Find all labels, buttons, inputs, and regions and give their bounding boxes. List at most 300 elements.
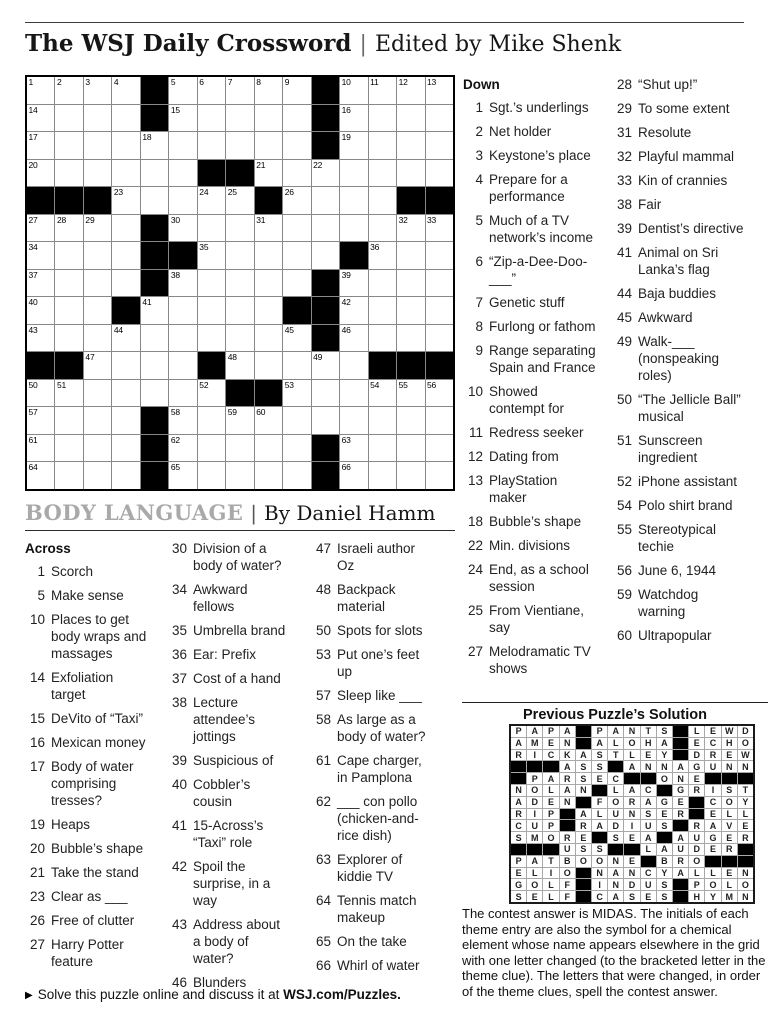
grid-cell-number: 2: [56, 77, 62, 87]
grid-cell[interactable]: [112, 242, 139, 269]
solution-letter-cell: U: [560, 844, 575, 855]
grid-cell[interactable]: [27, 132, 54, 159]
grid-cell[interactable]: [198, 187, 225, 214]
grid-cell[interactable]: [426, 105, 453, 132]
grid-cell[interactable]: [283, 325, 310, 352]
grid-cell[interactable]: [169, 105, 196, 132]
solution-letter-cell: R: [511, 750, 526, 761]
grid-cell[interactable]: [369, 297, 396, 324]
grid-cell[interactable]: [169, 270, 196, 297]
grid-cell[interactable]: [141, 160, 168, 187]
grid-cell[interactable]: [198, 270, 225, 297]
grid-cell[interactable]: [198, 77, 225, 104]
clue-number: 47: [315, 541, 331, 556]
grid-cell[interactable]: [55, 270, 82, 297]
grid-cell[interactable]: [426, 407, 453, 434]
grid-cell[interactable]: [283, 270, 310, 297]
grid-cell-number: 65: [170, 462, 180, 473]
grid-cell[interactable]: [283, 435, 310, 462]
grid-cell[interactable]: [312, 215, 339, 242]
solution-letter-cell: A: [673, 832, 688, 843]
grid-black-square: [55, 352, 82, 379]
grid-cell[interactable]: [55, 77, 82, 104]
grid-cell[interactable]: [369, 380, 396, 407]
grid-cell[interactable]: [226, 297, 253, 324]
grid-cell-number: 29: [85, 214, 95, 225]
clue-text: Sleep like ___: [337, 688, 422, 703]
solution-black-square: [543, 844, 558, 855]
grid-cell[interactable]: [141, 297, 168, 324]
grid-cell[interactable]: [426, 435, 453, 462]
grid-cell[interactable]: [340, 407, 367, 434]
solution-letter-cell: N: [738, 761, 753, 772]
grid-cell[interactable]: [169, 352, 196, 379]
solution-letter-cell: L: [543, 785, 558, 796]
grid-cell[interactable]: [397, 242, 424, 269]
grid-cell[interactable]: [169, 435, 196, 462]
grid-cell[interactable]: [27, 77, 54, 104]
grid-cell[interactable]: [141, 132, 168, 159]
grid-cell[interactable]: [426, 132, 453, 159]
grid-cell[interactable]: [340, 132, 367, 159]
clue-item: [25, 816, 151, 833]
grid-cell[interactable]: [312, 380, 339, 407]
grid-cell-number: 13: [427, 77, 437, 87]
clue-item: [463, 212, 596, 246]
grid-cell[interactable]: [397, 325, 424, 352]
grid-cell[interactable]: [312, 352, 339, 379]
grid-cell[interactable]: [397, 215, 424, 242]
grid-cell[interactable]: [340, 325, 367, 352]
clue-text: Umbrella brand: [193, 623, 286, 638]
grid-cell[interactable]: [397, 77, 424, 104]
grid-cell[interactable]: [27, 325, 54, 352]
grid-cell[interactable]: [426, 160, 453, 187]
clue-number: 5: [475, 213, 483, 228]
grid-cell[interactable]: [27, 380, 54, 407]
grid-cell[interactable]: [340, 435, 367, 462]
grid-cell[interactable]: [198, 132, 225, 159]
solution-letter-cell: E: [543, 797, 558, 808]
grid-cell[interactable]: [312, 242, 339, 269]
grid-cell[interactable]: [312, 187, 339, 214]
grid-cell[interactable]: [169, 77, 196, 104]
grid-cell[interactable]: [255, 270, 282, 297]
grid-cell[interactable]: [340, 297, 367, 324]
clue-item: [25, 563, 151, 580]
solution-black-square: [576, 726, 591, 737]
grid-cell[interactable]: [198, 297, 225, 324]
grid-cell[interactable]: [283, 215, 310, 242]
grid-cell[interactable]: [283, 242, 310, 269]
grid-cell[interactable]: [55, 407, 82, 434]
solution-letter-cell: N: [624, 809, 639, 820]
grid-cell[interactable]: [226, 77, 253, 104]
grid-cell[interactable]: [84, 407, 111, 434]
grid-cell[interactable]: [426, 462, 453, 489]
clue-number: 45: [616, 310, 632, 325]
grid-cell[interactable]: [397, 132, 424, 159]
grid-cell[interactable]: [226, 215, 253, 242]
grid-cell[interactable]: [198, 380, 225, 407]
grid-cell[interactable]: [369, 270, 396, 297]
grid-cell[interactable]: [169, 187, 196, 214]
clue-number: 49: [616, 334, 632, 349]
clue-text: Polo shirt brand: [638, 498, 733, 513]
clue-number: 59: [616, 587, 632, 602]
grid-cell-number: 8: [256, 77, 261, 87]
grid-cell[interactable]: [255, 132, 282, 159]
grid-cell[interactable]: [340, 187, 367, 214]
grid-cell[interactable]: [369, 105, 396, 132]
solution-letter-cell: A: [657, 738, 672, 749]
grid-cell[interactable]: [169, 407, 196, 434]
grid-cell[interactable]: [283, 132, 310, 159]
grid-cell[interactable]: [226, 105, 253, 132]
solution-letter-cell: A: [592, 738, 607, 749]
grid-cell[interactable]: [84, 352, 111, 379]
clue-item: [311, 687, 435, 704]
grid-cell-number: 36: [370, 242, 380, 253]
grid-cell[interactable]: [169, 160, 196, 187]
clue-text: Redress seeker: [489, 425, 584, 440]
clue-number: 22: [467, 538, 483, 553]
clue-text: On the take: [337, 934, 407, 949]
grid-cell[interactable]: [27, 297, 54, 324]
grid-cell[interactable]: [169, 462, 196, 489]
solution-letter-cell: S: [576, 773, 591, 784]
grid-cell[interactable]: [369, 325, 396, 352]
grid-cell[interactable]: [369, 435, 396, 462]
grid-cell[interactable]: [312, 407, 339, 434]
grid-cell[interactable]: [426, 215, 453, 242]
solution-black-square: [673, 879, 688, 890]
grid-cell[interactable]: [84, 325, 111, 352]
grid-cell[interactable]: [27, 242, 54, 269]
grid-cell[interactable]: [112, 132, 139, 159]
solution-letter-cell: N: [592, 868, 607, 879]
grid-cell[interactable]: [27, 160, 54, 187]
clue-number: 27: [467, 644, 483, 659]
clue-number: 3: [475, 148, 483, 163]
grid-cell[interactable]: [340, 105, 367, 132]
solution-letter-cell: G: [673, 785, 688, 796]
grid-cell[interactable]: [169, 380, 196, 407]
grid-cell[interactable]: [198, 435, 225, 462]
grid-cell[interactable]: [340, 352, 367, 379]
solution-letter-cell: P: [511, 856, 526, 867]
clue-item: [167, 776, 290, 810]
grid-cell[interactable]: [340, 462, 367, 489]
solution-letter-cell: F: [592, 797, 607, 808]
grid-cell[interactable]: [283, 352, 310, 379]
grid-cell[interactable]: [112, 380, 139, 407]
grid-cell[interactable]: [27, 462, 54, 489]
solution-letter-cell: D: [608, 820, 623, 831]
grid-cell[interactable]: [255, 462, 282, 489]
grid-cell[interactable]: [397, 462, 424, 489]
down-heading: Down: [463, 77, 500, 92]
clue-item: [311, 752, 435, 786]
grid-cell[interactable]: [283, 105, 310, 132]
grid-cell[interactable]: [84, 380, 111, 407]
triangle-bullet-icon: ▶: [25, 990, 33, 1001]
grid-cell-number: 17: [28, 132, 38, 143]
grid-cell[interactable]: [141, 352, 168, 379]
solution-letter-cell: O: [738, 738, 753, 749]
solution-letter-cell: A: [576, 809, 591, 820]
grid-cell[interactable]: [369, 242, 396, 269]
clue-number: 34: [171, 582, 187, 597]
grid-cell-number: 56: [427, 379, 437, 390]
grid-cell[interactable]: [255, 77, 282, 104]
grid-cell[interactable]: [283, 462, 310, 489]
grid-cell[interactable]: [426, 297, 453, 324]
solution-letter-cell: U: [641, 879, 656, 890]
grid-cell[interactable]: [369, 187, 396, 214]
grid-cell[interactable]: [226, 132, 253, 159]
grid-black-square: [255, 187, 282, 214]
grid-cell[interactable]: [283, 77, 310, 104]
grid-cell[interactable]: [27, 270, 54, 297]
grid-cell[interactable]: [112, 462, 139, 489]
grid-cell[interactable]: [112, 435, 139, 462]
grid-cell[interactable]: [198, 407, 225, 434]
grid-cell[interactable]: [169, 297, 196, 324]
grid-cell[interactable]: [369, 215, 396, 242]
grid-cell[interactable]: [426, 77, 453, 104]
grid-cell[interactable]: [198, 242, 225, 269]
grid-cell-number: 45: [284, 324, 294, 335]
grid-cell[interactable]: [255, 352, 282, 379]
grid-cell[interactable]: [397, 105, 424, 132]
clue-item: [612, 586, 745, 620]
clue-item: [167, 817, 290, 851]
grid-cell[interactable]: [426, 380, 453, 407]
clue-text: Watchdog warning: [638, 587, 699, 619]
clue-number: 1: [37, 564, 45, 579]
grid-cell[interactable]: [84, 215, 111, 242]
grid-cell[interactable]: [397, 380, 424, 407]
grid-cell[interactable]: [141, 325, 168, 352]
grid-cell[interactable]: [112, 215, 139, 242]
grid-cell[interactable]: [198, 325, 225, 352]
grid-cell[interactable]: [255, 242, 282, 269]
grid-cell[interactable]: [27, 435, 54, 462]
solution-letter-cell: C: [641, 785, 656, 796]
grid-cell[interactable]: [84, 270, 111, 297]
grid-cell[interactable]: [340, 215, 367, 242]
solution-letter-cell: N: [624, 868, 639, 879]
clue-number: 20: [29, 841, 45, 856]
clue-number: 54: [616, 498, 632, 513]
solution-letter-cell: P: [689, 879, 704, 890]
grid-cell[interactable]: [226, 435, 253, 462]
solution-letter-cell: E: [722, 868, 737, 879]
solution-letter-cell: N: [722, 761, 737, 772]
grid-cell[interactable]: [169, 215, 196, 242]
grid-cell[interactable]: [369, 407, 396, 434]
wsj-puzzles-link[interactable]: WSJ.com/Puzzles.: [283, 987, 401, 1002]
solution-letter-cell: A: [705, 820, 720, 831]
grid-cell[interactable]: [397, 435, 424, 462]
clue-number: 10: [467, 384, 483, 399]
grid-cell[interactable]: [84, 462, 111, 489]
grid-cell[interactable]: [369, 462, 396, 489]
grid-cell[interactable]: [141, 380, 168, 407]
clue-item: [167, 916, 290, 967]
clue-text: End, as a school session: [489, 562, 589, 594]
clue-text: Dentist’s directive: [638, 221, 744, 236]
grid-cell[interactable]: [369, 77, 396, 104]
solution-letter-cell: E: [511, 868, 526, 879]
solution-letter-cell: L: [592, 809, 607, 820]
grid-cell[interactable]: [27, 215, 54, 242]
clue-text: Prepare for a performance: [489, 172, 568, 204]
grid-cell[interactable]: [340, 380, 367, 407]
solution-letter-cell: L: [527, 868, 542, 879]
grid-cell[interactable]: [84, 435, 111, 462]
grid-cell[interactable]: [55, 435, 82, 462]
grid-cell[interactable]: [27, 105, 54, 132]
clue-text: Israeli author Oz: [337, 541, 416, 573]
grid-cell[interactable]: [426, 325, 453, 352]
solution-letter-cell: Y: [657, 868, 672, 879]
grid-cell[interactable]: [312, 160, 339, 187]
grid-cell[interactable]: [283, 407, 310, 434]
grid-cell[interactable]: [84, 242, 111, 269]
solution-letter-cell: C: [705, 797, 720, 808]
grid-cell[interactable]: [84, 297, 111, 324]
solution-letter-cell: A: [592, 820, 607, 831]
grid-cell[interactable]: [55, 325, 82, 352]
solution-letter-cell: R: [705, 750, 720, 761]
grid-cell[interactable]: [198, 462, 225, 489]
grid-cell[interactable]: [255, 160, 282, 187]
grid-cell[interactable]: [55, 380, 82, 407]
grid-cell[interactable]: [112, 187, 139, 214]
grid-cell-number: 11: [370, 77, 379, 87]
grid-cell[interactable]: [226, 270, 253, 297]
grid-cell[interactable]: [369, 132, 396, 159]
grid-cell[interactable]: [426, 270, 453, 297]
grid-cell[interactable]: [112, 160, 139, 187]
grid-cell[interactable]: [55, 215, 82, 242]
grid-cell[interactable]: [255, 435, 282, 462]
clue-item: [463, 602, 596, 636]
grid-cell[interactable]: [55, 132, 82, 159]
solution-letter-cell: U: [608, 809, 623, 820]
grid-cell[interactable]: [226, 187, 253, 214]
grid-cell[interactable]: [198, 105, 225, 132]
grid-cell[interactable]: [55, 160, 82, 187]
grid-cell[interactable]: [141, 187, 168, 214]
grid-cell[interactable]: [397, 270, 424, 297]
grid-cell[interactable]: [255, 105, 282, 132]
solution-letter-cell: D: [689, 844, 704, 855]
grid-cell[interactable]: [283, 380, 310, 407]
grid-cell[interactable]: [340, 160, 367, 187]
solution-letter-cell: P: [527, 773, 542, 784]
grid-cell[interactable]: [226, 407, 253, 434]
grid-cell[interactable]: [112, 325, 139, 352]
grid-cell[interactable]: [112, 352, 139, 379]
grid-cell[interactable]: [84, 105, 111, 132]
grid-cell[interactable]: [169, 325, 196, 352]
grid-cell[interactable]: [397, 297, 424, 324]
solution-black-square: [624, 844, 639, 855]
grid-cell[interactable]: [55, 242, 82, 269]
clue-item: [612, 285, 745, 302]
grid-cell-number: 19: [341, 132, 351, 143]
grid-cell[interactable]: [255, 407, 282, 434]
grid-cell[interactable]: [397, 160, 424, 187]
clue-item: [311, 793, 435, 844]
grid-cell[interactable]: [369, 160, 396, 187]
clue-number: 8: [475, 319, 483, 334]
grid-cell[interactable]: [255, 215, 282, 242]
grid-cell[interactable]: [255, 325, 282, 352]
across-heading: Across: [25, 541, 71, 556]
clue-number: 5: [37, 588, 45, 603]
grid-cell[interactable]: [112, 105, 139, 132]
footer: [25, 987, 401, 1002]
grid-cell[interactable]: [55, 462, 82, 489]
grid-cell[interactable]: [226, 462, 253, 489]
grid-cell-number: 64: [28, 462, 38, 473]
grid-cell[interactable]: [55, 105, 82, 132]
grid-cell[interactable]: [340, 270, 367, 297]
crossword-grid: [25, 75, 455, 491]
grid-cell[interactable]: [226, 352, 253, 379]
clue-item: [167, 581, 290, 615]
solution-letter-cell: A: [608, 868, 623, 879]
grid-cell[interactable]: [84, 77, 111, 104]
solution-letter-cell: S: [592, 844, 607, 855]
grid-cell[interactable]: [397, 407, 424, 434]
solution-letter-cell: O: [738, 879, 753, 890]
grid-cell[interactable]: [255, 297, 282, 324]
grid-cell[interactable]: [426, 242, 453, 269]
clue-text: From Vientiane, say: [489, 603, 585, 635]
grid-black-square: [397, 187, 424, 214]
grid-cell[interactable]: [283, 187, 310, 214]
grid-cell-number: 62: [170, 434, 180, 445]
grid-cell[interactable]: [112, 77, 139, 104]
grid-black-square: [141, 242, 168, 269]
solution-letter-cell: S: [722, 785, 737, 796]
grid-cell[interactable]: [283, 160, 310, 187]
grid-cell-number: 16: [341, 104, 351, 115]
clue-number: 24: [467, 562, 483, 577]
grid-cell[interactable]: [226, 242, 253, 269]
solution-black-square: [673, 891, 688, 902]
solution-letter-cell: E: [624, 832, 639, 843]
solution-letter-cell: O: [608, 797, 623, 808]
grid-cell[interactable]: [112, 407, 139, 434]
grid-cell[interactable]: [112, 270, 139, 297]
grid-cell[interactable]: [198, 215, 225, 242]
grid-cell[interactable]: [27, 407, 54, 434]
grid-cell[interactable]: [84, 132, 111, 159]
grid-cell[interactable]: [84, 160, 111, 187]
grid-cell-number: 1: [28, 77, 34, 87]
grid-cell-number: 51: [56, 379, 67, 390]
grid-cell[interactable]: [169, 132, 196, 159]
grid-cell[interactable]: [340, 77, 367, 104]
grid-cell[interactable]: [55, 297, 82, 324]
grid-cell[interactable]: [226, 325, 253, 352]
